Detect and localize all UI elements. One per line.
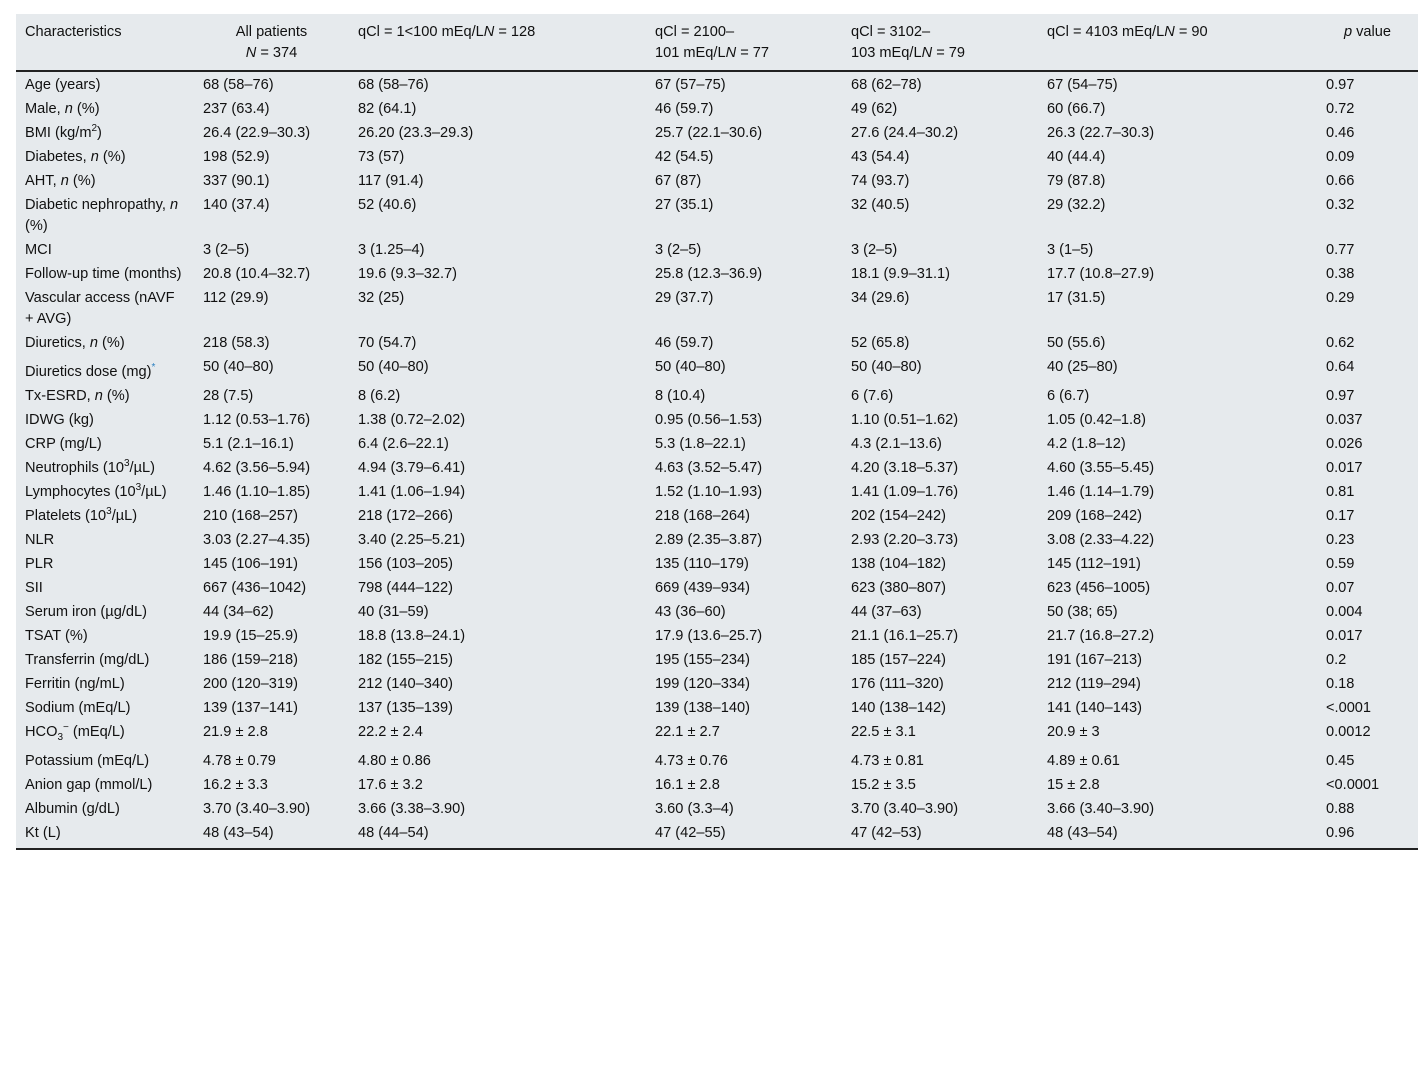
table-row (16, 624, 1418, 648)
cell-qcl-4: 20.9 ± 3 (1047, 723, 1100, 740)
cell-all-patients: 20.8 (10.4–32.7) (203, 266, 311, 282)
cell-p-value: 0.037 (1326, 411, 1363, 428)
cell-qcl-2: 25.7 (22.1–30.6) (655, 125, 763, 141)
table-row (16, 262, 1418, 286)
cell-qcl-3: 44 (37–63) (851, 603, 922, 620)
cell-qcl-2: 2.89 (2.35–3.87) (655, 531, 763, 548)
cell-qcl-2: 3 (2–5) (655, 242, 702, 258)
cell-qcl-2: 4.73 ± 0.76 (655, 752, 728, 769)
cell-qcl-4: 15 ± 2.8 (1047, 776, 1100, 793)
cell-p-value: 0.62 (1326, 335, 1355, 351)
table-row (16, 749, 1418, 773)
cell-qcl-1: 798 (444–122) (358, 579, 453, 596)
cell-qcl-2: 16.1 ± 2.8 (655, 776, 720, 793)
cell-qcl-1: 1.38 (0.72–2.02) (358, 411, 466, 428)
cell-qcl-3: 18.1 (9.9–31.1) (851, 266, 950, 282)
cell-qcl-3: 52 (65.8) (851, 335, 910, 351)
cell-qcl-2: 5.3 (1.8–22.1) (655, 435, 746, 452)
row-label: TSAT (%) (25, 627, 88, 644)
cell-p-value: 0.59 (1326, 555, 1355, 572)
header-qcl-3-line1: qCl = 3102– (851, 24, 931, 40)
cell-qcl-4: 4.60 (3.55–5.45) (1047, 459, 1155, 476)
cell-p-value: 0.46 (1326, 125, 1355, 141)
header-characteristics: Characteristics (16, 14, 194, 71)
row-label: Diuretics, n (%) (25, 335, 125, 351)
cell-qcl-4: 145 (112–191) (1047, 555, 1141, 572)
cell-all-patients: 200 (120–319) (203, 675, 298, 692)
cell-qcl-4: 3 (1–5) (1047, 242, 1094, 258)
cell-qcl-1: 40 (31–59) (358, 603, 429, 620)
cell-qcl-3: 47 (42–53) (842, 821, 1038, 849)
row-label: Tx-ESRD, n (%) (25, 387, 130, 404)
header-all-patients (194, 14, 349, 71)
table-row (16, 71, 1418, 97)
cell-qcl-3: 1.10 (0.51–1.62) (851, 411, 959, 428)
table-row (16, 648, 1418, 672)
table-row (16, 696, 1418, 720)
cell-qcl-2: 135 (110–179) (655, 555, 749, 572)
cell-qcl-1: 8 (6.2) (358, 387, 401, 404)
cell-all-patients: 210 (168–257) (203, 507, 298, 524)
cell-p-value: 0.66 (1326, 173, 1355, 189)
cell-qcl-1: 82 (64.1) (358, 101, 417, 117)
cell-qcl-2: 67 (87) (655, 173, 702, 189)
table-row (16, 504, 1418, 528)
cell-qcl-2: 29 (37.7) (655, 290, 714, 306)
cell-all-patients: 3.70 (3.40–3.90) (203, 800, 311, 817)
cell-qcl-4: 40 (44.4) (1047, 149, 1106, 165)
cell-p-value: 0.07 (1326, 579, 1355, 596)
cell-qcl-3: 43 (54.4) (851, 149, 910, 165)
cell-qcl-4: 50 (38; 65) (1047, 603, 1118, 620)
cell-qcl-2: 1.52 (1.10–1.93) (655, 483, 763, 500)
cell-qcl-2: 46 (59.7) (655, 101, 714, 117)
cell-qcl-1: 182 (155–215) (358, 651, 453, 668)
header-qcl-1 (349, 14, 646, 71)
cell-qcl-3: 49 (62) (851, 101, 898, 117)
cell-all-patients: 112 (29.9) (203, 290, 269, 306)
cell-qcl-1: 3.66 (3.38–3.90) (358, 800, 466, 817)
row-label: Male, n (%) (25, 101, 100, 117)
row-label: NLR (25, 531, 55, 548)
cell-qcl-4: 67 (54–75) (1047, 77, 1118, 93)
cell-qcl-2: 199 (120–334) (655, 675, 750, 692)
cell-qcl-2: 4.63 (3.52–5.47) (655, 459, 763, 476)
cell-p-value: 0.97 (1326, 77, 1355, 93)
cell-qcl-3: 3.70 (3.40–3.90) (851, 800, 959, 817)
row-label: Follow-up time (months) (25, 266, 182, 282)
row-label: $HCO_3^-$ (mEq/L) (25, 722, 125, 743)
row-label: IDWG (kg) (25, 411, 94, 428)
cell-qcl-1: 19.6 (9.3–32.7) (358, 266, 457, 282)
cell-qcl-2: 25.8 (12.3–36.9) (655, 266, 763, 282)
cell-qcl-3: 202 (154–242) (851, 507, 946, 524)
table-row (16, 238, 1418, 262)
cell-p-value: 0.09 (1326, 149, 1355, 165)
cell-qcl-3: 623 (380–807) (851, 579, 946, 596)
cell-p-value: 0.026 (1326, 435, 1363, 452)
cell-qcl-2: 195 (155–234) (655, 651, 750, 668)
cell-qcl-4: 17.7 (10.8–27.9) (1047, 266, 1155, 282)
cell-p-value: 0.017 (1326, 627, 1363, 644)
row-label: Anion gap (mmol/L) (25, 776, 153, 793)
cell-qcl-4: 3.66 (3.40–3.90) (1047, 800, 1155, 817)
cell-qcl-4: 40 (25–80) (1047, 359, 1118, 375)
table-row (16, 121, 1418, 145)
cell-qcl-3: 140 (138–142) (851, 699, 946, 716)
cell-qcl-1: 26.20 (23.3–29.3) (358, 125, 474, 141)
cell-qcl-2: 669 (439–934) (655, 579, 750, 596)
cell-qcl-1: 4.94 (3.79–6.41) (358, 459, 466, 476)
cell-all-patients: 28 (7.5) (203, 387, 254, 404)
cell-all-patients: 16.2 ± 3.3 (203, 776, 268, 793)
cell-qcl-4: 4.2 (1.8–12) (1047, 435, 1126, 452)
cell-p-value: 0.2 (1326, 651, 1347, 668)
cell-all-patients: 218 (58.3) (203, 335, 270, 351)
cell-all-patients: 4.78 ± 0.79 (203, 752, 276, 769)
cell-qcl-3: 185 (157–224) (851, 651, 946, 668)
cell-qcl-3: 34 (29.6) (851, 290, 910, 306)
cell-p-value: 0.017 (1326, 459, 1363, 476)
cell-qcl-1: 3.40 (2.25–5.21) (358, 531, 466, 548)
header-qcl-4-text: qCl = 4103 mEq/LN = 90 (1047, 24, 1208, 40)
cell-all-patients: 19.9 (15–25.9) (203, 627, 298, 644)
cell-all-patients: 26.4 (22.9–30.3) (203, 125, 311, 141)
table-row (16, 384, 1418, 408)
header-qcl-2 (646, 14, 842, 71)
row-label: Platelets $(10^3/\mu L)$ (25, 506, 138, 524)
cell-p-value: 0.23 (1326, 531, 1355, 548)
table-row (16, 552, 1418, 576)
cell-qcl-4: 26.3 (22.7–30.3) (1047, 125, 1155, 141)
cell-qcl-4: 209 (168–242) (1047, 507, 1142, 524)
row-label: SII (25, 579, 43, 596)
header-qcl-4 (1038, 14, 1317, 71)
table-row (16, 773, 1418, 797)
cell-p-value: 0.97 (1326, 387, 1355, 404)
cell-qcl-4: 3.08 (2.33–4.22) (1047, 531, 1155, 548)
cell-qcl-3: 22.5 ± 3.1 (851, 723, 916, 740)
cell-qcl-3: 21.1 (16.1–25.7) (851, 627, 959, 644)
cell-qcl-1: 32 (25) (358, 290, 405, 306)
cell-p-value: <0.0001 (1326, 776, 1380, 793)
row-label: Vascular access (nAVF + AVG) (25, 290, 175, 327)
cell-all-patients: 145 (106–191) (203, 555, 298, 572)
cell-all-patients: 140 (37.4) (203, 197, 270, 213)
header-p-value: p value (1317, 14, 1418, 71)
cell-qcl-1: 68 (58–76) (358, 77, 429, 93)
table-row (16, 672, 1418, 696)
cell-qcl-3: 2.93 (2.20–3.73) (851, 531, 959, 548)
characteristics-table (16, 14, 1418, 850)
cell-qcl-1: 212 (140–340) (358, 675, 453, 692)
cell-p-value: 0.38 (1326, 266, 1355, 282)
cell-qcl-2: 3.60 (3.3–4) (655, 800, 734, 817)
cell-p-value: 0.64 (1326, 359, 1355, 375)
cell-qcl-3: 15.2 ± 3.5 (851, 776, 916, 793)
cell-qcl-4: 79 (87.8) (1047, 173, 1106, 189)
header-qcl-2-line1: qCl = 2100– (655, 24, 735, 40)
cell-qcl-2: 8 (10.4) (655, 387, 706, 404)
cell-all-patients: 68 (58–76) (203, 77, 274, 93)
cell-qcl-4: 6 (6.7) (1047, 387, 1090, 404)
cell-all-patients: 3 (2–5) (203, 242, 250, 258)
cell-p-value: 0.77 (1326, 242, 1355, 258)
cell-qcl-3: 50 (40–80) (851, 359, 922, 375)
header-row (16, 14, 1418, 71)
table-row (16, 528, 1418, 552)
row-label: Age (years) (25, 77, 101, 93)
cell-qcl-4: 1.05 (0.42–1.8) (1047, 411, 1146, 428)
row-label: Neutrophils $(10^3/\mu L)$ (25, 458, 155, 476)
row-label: Kt (L) (16, 821, 194, 849)
header-qcl-3 (842, 14, 1038, 71)
header-qcl-1-text: qCl = 1<100 mEq/LN = 128 (358, 24, 536, 40)
table-row (16, 169, 1418, 193)
cell-qcl-2: 139 (138–140) (655, 699, 750, 716)
cell-qcl-4: 191 (167–213) (1047, 651, 1142, 668)
cell-qcl-2: 47 (42–55) (646, 821, 842, 849)
cell-qcl-3: 138 (104–182) (851, 555, 946, 572)
row-label: MCI (25, 242, 52, 258)
cell-all-patients: 1.46 (1.10–1.85) (203, 483, 311, 500)
cell-qcl-3: 68 (62–78) (851, 77, 922, 93)
cell-all-patients: 5.1 (2.1–16.1) (203, 435, 294, 452)
row-label: Ferritin (ng/mL) (25, 675, 125, 692)
row-label: Diuretics dose (mg)* (25, 362, 156, 380)
cell-p-value: 0.45 (1326, 752, 1355, 769)
cell-qcl-4: 1.46 (1.14–1.79) (1047, 483, 1155, 500)
cell-qcl-4: 17 (31.5) (1047, 290, 1106, 306)
cell-all-patients: 337 (90.1) (203, 173, 270, 189)
cell-qcl-1: 73 (57) (358, 149, 405, 165)
cell-p-value: <.0001 (1326, 699, 1372, 716)
cell-all-patients: 1.12 (0.53–1.76) (203, 411, 311, 428)
cell-p-value: 0.72 (1326, 101, 1355, 117)
cell-qcl-4: 21.7 (16.8–27.2) (1047, 627, 1155, 644)
cell-all-patients: 237 (63.4) (203, 101, 270, 117)
cell-qcl-2: 0.95 (0.56–1.53) (655, 411, 763, 428)
table-row (16, 480, 1418, 504)
cell-qcl-4: 50 (55.6) (1047, 335, 1106, 351)
cell-all-patients: 186 (159–218) (203, 651, 298, 668)
row-label: Transferrin (mg/dL) (25, 651, 150, 668)
cell-qcl-2: 50 (40–80) (655, 359, 726, 375)
row-label: BMI $(kg/m^2)$ (25, 123, 102, 141)
cell-all-patients: 21.9 ± 2.8 (203, 723, 268, 740)
cell-qcl-4: 29 (32.2) (1047, 197, 1106, 213)
cell-qcl-1: 1.41 (1.06–1.94) (358, 483, 466, 500)
row-label: Diabetes, n (%) (25, 149, 126, 165)
cell-all-patients: 139 (137–141) (203, 699, 298, 716)
cell-qcl-3: 32 (40.5) (851, 197, 910, 213)
cell-p-value: 0.0012 (1326, 723, 1371, 740)
cell-qcl-4: 623 (456–1005) (1047, 579, 1151, 596)
cell-qcl-1: 218 (172–266) (358, 507, 453, 524)
cell-qcl-1: 6.4 (2.6–22.1) (358, 435, 449, 452)
cell-qcl-2: 17.9 (13.6–25.7) (655, 627, 763, 644)
table-row (16, 193, 1418, 238)
footnote-marker: * (151, 362, 156, 373)
cell-qcl-3: 1.41 (1.09–1.76) (851, 483, 959, 500)
cell-p-value: 0.32 (1326, 197, 1355, 213)
row-label: Serum iron (µg/dL) (25, 603, 147, 620)
header-all-patients-n: N = 374 (245, 45, 298, 61)
table-row (16, 821, 1418, 849)
cell-qcl-3: 27.6 (24.4–30.2) (851, 125, 959, 141)
row-label: Lymphocytes $(10^3/\mu L)$ (25, 482, 167, 500)
row-label: Sodium (mEq/L) (25, 699, 131, 716)
table-row (16, 432, 1418, 456)
table-row (16, 355, 1418, 384)
cell-qcl-3: 3 (2–5) (851, 242, 898, 258)
cell-qcl-2: 46 (59.7) (655, 335, 714, 351)
cell-qcl-3: 6 (7.6) (851, 387, 894, 404)
cell-all-patients: 198 (52.9) (203, 149, 270, 165)
cell-all-patients: 50 (40–80) (203, 359, 274, 375)
characteristics-table-container (16, 14, 1418, 850)
cell-p-value: 0.96 (1317, 821, 1418, 849)
table-row (16, 600, 1418, 624)
cell-all-patients: 3.03 (2.27–4.35) (203, 531, 311, 548)
cell-qcl-3: 4.73 ± 0.81 (851, 752, 924, 769)
cell-qcl-1: 50 (40–80) (358, 359, 429, 375)
row-label: PLR (25, 555, 54, 572)
cell-qcl-2: 218 (168–264) (655, 507, 750, 524)
cell-qcl-2: 67 (57–75) (655, 77, 726, 93)
cell-qcl-2: 27 (35.1) (655, 197, 714, 213)
table-row (16, 97, 1418, 121)
cell-qcl-4: 4.89 ± 0.61 (1047, 752, 1120, 769)
table-row (16, 576, 1418, 600)
cell-qcl-4: 141 (140–143) (1047, 699, 1142, 716)
cell-qcl-1: 156 (103–205) (358, 555, 453, 572)
row-label: AHT, n (%) (25, 173, 96, 189)
cell-qcl-2: 42 (54.5) (655, 149, 714, 165)
cell-qcl-1: 22.2 ± 2.4 (358, 723, 423, 740)
cell-qcl-1: 17.6 ± 3.2 (358, 776, 423, 793)
cell-all-patients: 4.62 (3.56–5.94) (203, 459, 311, 476)
cell-p-value: 0.29 (1326, 290, 1355, 306)
cell-all-patients: 667 (436–1042) (203, 579, 307, 596)
table-row (16, 456, 1418, 480)
header-qcl-3-line2: 103 mEq/LN = 79 (851, 45, 966, 61)
cell-p-value: 0.17 (1326, 507, 1355, 524)
cell-qcl-1: 18.8 (13.8–24.1) (358, 627, 466, 644)
cell-p-value: 0.81 (1326, 483, 1355, 500)
cell-p-value: 0.004 (1326, 603, 1363, 620)
cell-qcl-3: 74 (93.7) (851, 173, 910, 189)
table-row (16, 408, 1418, 432)
row-label: Diabetic nephropathy, n (%) (25, 197, 179, 234)
cell-p-value: 0.18 (1326, 675, 1355, 692)
cell-qcl-1: 3 (1.25–4) (358, 242, 425, 258)
cell-qcl-1: 70 (54.7) (358, 335, 417, 351)
header-qcl-2-line2: 101 mEq/LN = 77 (655, 45, 770, 61)
header-all-patients-title: All patients (235, 24, 308, 40)
cell-qcl-1: 48 (44–54) (349, 821, 646, 849)
table-row (16, 720, 1418, 749)
row-label: Potassium (mEq/L) (25, 752, 150, 769)
cell-qcl-2: 22.1 ± 2.7 (655, 723, 720, 740)
cell-qcl-3: 4.20 (3.18–5.37) (851, 459, 959, 476)
table-row (16, 797, 1418, 821)
cell-qcl-1: 137 (135–139) (358, 699, 453, 716)
cell-p-value: 0.88 (1326, 800, 1355, 817)
cell-qcl-4: 212 (119–294) (1047, 675, 1141, 692)
cell-qcl-1: 52 (40.6) (358, 197, 417, 213)
table-body (16, 71, 1418, 849)
table-row (16, 331, 1418, 355)
cell-qcl-3: 4.3 (2.1–13.6) (851, 435, 942, 452)
table-row (16, 145, 1418, 169)
cell-all-patients: 44 (34–62) (203, 603, 274, 620)
cell-qcl-4: 48 (43–54) (1038, 821, 1317, 849)
table-row (16, 286, 1418, 331)
row-label: Albumin (g/dL) (25, 800, 120, 817)
cell-qcl-2: 43 (36–60) (655, 603, 726, 620)
cell-qcl-1: 4.80 ± 0.86 (358, 752, 431, 769)
row-label: CRP (mg/L) (25, 435, 102, 452)
cell-qcl-3: 176 (111–320) (851, 675, 944, 692)
cell-qcl-4: 60 (66.7) (1047, 101, 1106, 117)
cell-all-patients: 48 (43–54) (194, 821, 349, 849)
cell-qcl-1: 117 (91.4) (358, 173, 424, 189)
